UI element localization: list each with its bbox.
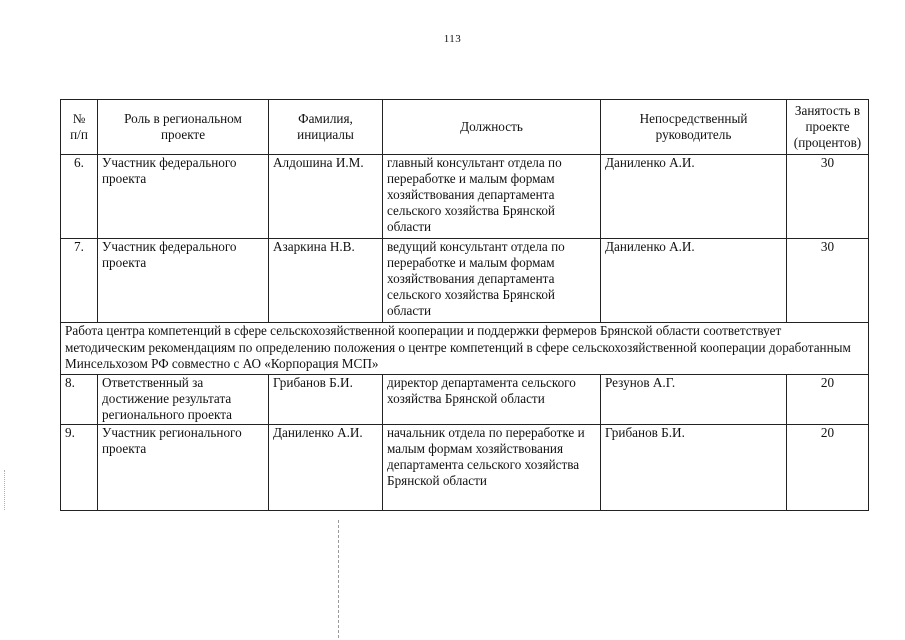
row-manager: Грибанов Б.И. [601,425,787,511]
row-role: Участник федерального проекта [98,155,269,239]
table-row [61,375,869,425]
row-role: Участник федерального проекта [98,239,269,323]
row-position: директор департамента сельского хозяйства Брянской области [383,375,601,425]
header-percent: Занятость в проекте (процентов) [787,100,869,155]
project-team-table [60,99,869,511]
row-name: Даниленко А.И. [269,425,383,511]
table-row [61,155,869,239]
row-percent: 30 [787,239,869,323]
header-name: Фамилия, инициалы [269,100,383,155]
row-role: Участник регионального проекта [98,425,269,511]
table-row [61,425,869,511]
section-note-row [61,323,869,375]
row-name: Алдошина И.М. [269,155,383,239]
row-position: главный консультант отдела по переработке и малым формам хозяйствования департамента сельского хозяйства Брянской области [383,155,601,239]
table-row [61,239,869,323]
row-percent: 20 [787,375,869,425]
row-number: 6. [61,155,98,239]
row-percent: 30 [787,155,869,239]
header-manager: Непосредственный руководитель [601,100,787,155]
header-number: № п/п [61,100,98,155]
table-header [61,100,869,155]
section-note: Работа центра компетенций в сфере сельскохозяйственной кооперации и поддержки фермеров Брянской области соответствует методическим рекомендациям по определению положения о центре компетенций в сфере сельскохозяйственной кооперации доработанным Минсельхозом РФ совместно с АО «Корпорация МСП» [61,323,869,375]
row-position: начальник отдела по переработке и малым формам хозяйствования департамента сельского хозяйства Брянской области [383,425,601,511]
page-number: 113 [443,33,462,45]
row-number: 7. [61,239,98,323]
scan-artifact-line [338,520,339,638]
row-number: 9. [61,425,98,511]
row-name: Азаркина Н.В. [269,239,383,323]
row-percent: 20 [787,425,869,511]
row-position: ведущий консультант отдела по переработке и малым формам хозяйствования департамента сельского хозяйства Брянской области [383,239,601,323]
row-manager: Даниленко А.И. [601,239,787,323]
row-number: 8. [61,375,98,425]
row-name: Грибанов Б.И. [269,375,383,425]
header-position: Должность [383,100,601,155]
row-role: Ответственный за достижение результата регионального проекта [98,375,269,425]
header-role: Роль в региональном проекте [98,100,269,155]
row-manager: Даниленко А.И. [601,155,787,239]
row-manager: Резунов А.Г. [601,375,787,425]
scan-artifact-margin [4,470,5,510]
